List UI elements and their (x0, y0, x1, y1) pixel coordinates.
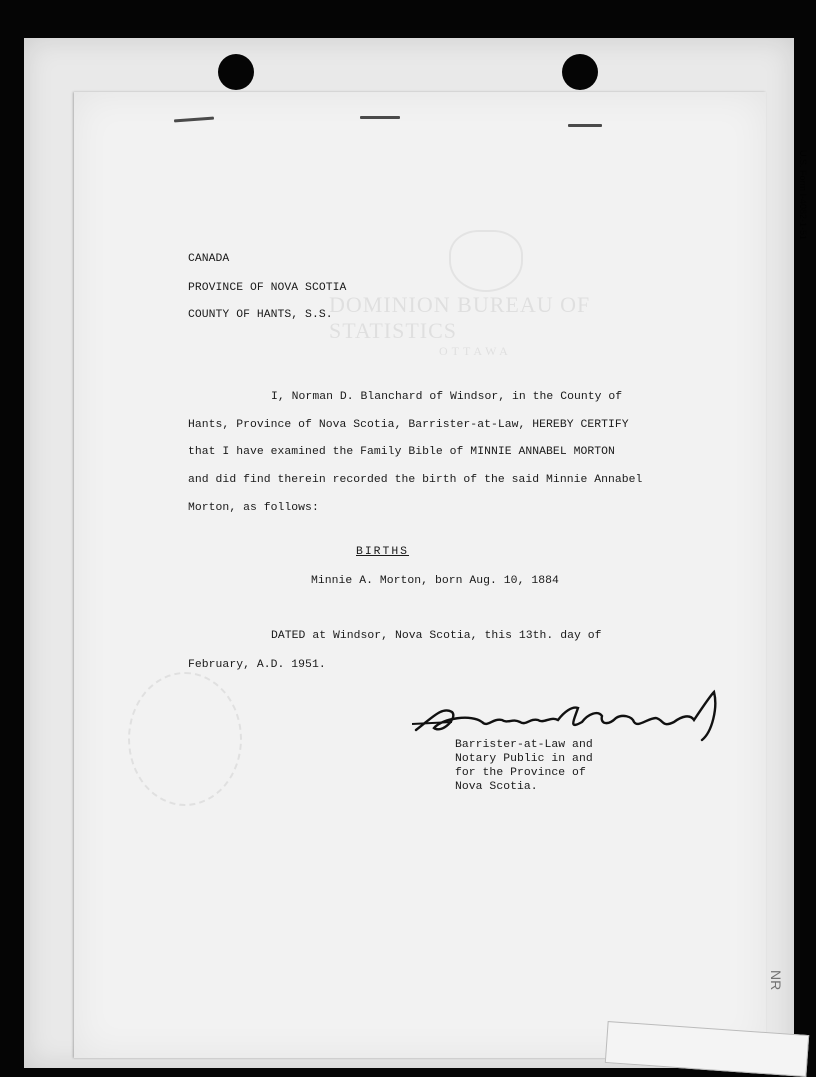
births-entry: Minnie A. Morton, born Aug. 10, 1884 (311, 575, 559, 587)
body-line-5: Morton, as follows: (188, 502, 319, 514)
header-country: CANADA (188, 253, 230, 265)
signature-line-3: for the Province of (455, 767, 586, 779)
watermark-title: DOMINION BUREAU OF STATISTICS (329, 292, 591, 343)
body-line-4: and did find therein recorded the birth of the said Minnie Annabel (188, 474, 643, 486)
header-province: PROVINCE OF NOVA SCOTIA (188, 282, 347, 294)
body-line-1: I, Norman D. Blanchard of Windsor, in the County of (271, 391, 623, 403)
form-number: U.S. Form I-4082-1-51 (798, 150, 808, 241)
header-county: COUNTY OF HANTS, S.S. (188, 309, 333, 321)
margin-initials: NR (768, 970, 784, 991)
signature-line-4: Nova Scotia. (455, 781, 538, 793)
dated-line-2: February, A.D. 1951. (188, 659, 326, 671)
body-line-3: that I have examined the Family Bible of MINNIE ANNABEL MORTON (188, 446, 615, 458)
punch-hole-left (218, 54, 254, 90)
crest-watermark (449, 230, 523, 292)
letterhead-watermark (329, 292, 649, 359)
watermark-city: OTTAWA (439, 344, 512, 358)
signature-line-1: Barrister-at-Law and (455, 739, 593, 751)
signature-line-2: Notary Public in and (455, 753, 593, 765)
births-heading: BIRTHS (356, 546, 410, 558)
body-line-2: Hants, Province of Nova Scotia, Barrister-at-Law, HEREBY CERTIFY (188, 419, 629, 431)
staple-right (568, 124, 602, 127)
dated-line-1: DATED at Windsor, Nova Scotia, this 13th. day of (271, 630, 602, 642)
embossed-seal (128, 672, 242, 806)
staple-center (360, 116, 400, 119)
punch-hole-right (562, 54, 598, 90)
staple-left (174, 117, 214, 123)
